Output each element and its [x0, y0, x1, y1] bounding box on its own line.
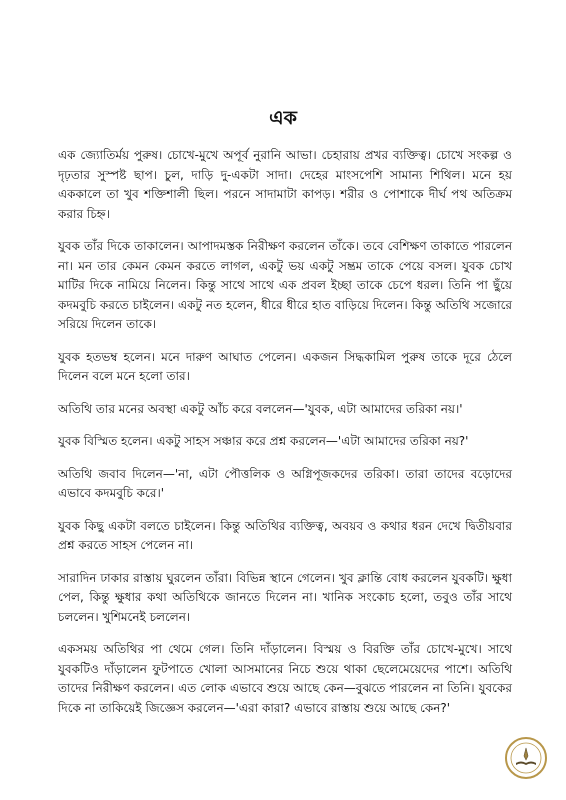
chapter-body	[58, 146, 512, 731]
publisher-logo-icon	[504, 736, 548, 780]
paragraph-5: যুবক বিস্মিত হলেন। একটু সাহস সঞ্চার করে প্রশ্ন করলেন—'এটা আমাদের তরিকা নয়?'	[58, 434, 469, 448]
paragraph-1: এক জ্যোতির্ময় পুরুষ। চোখে-মুখে অপূর্ব নুরানি আভা। চেহারায় প্রখর ব্যক্তিত্ব। চোখে সংকল্প ও দৃঢ়তার সুস্পষ্ট ছাপ। চুল, দাড়ি দু-একটা সাদা। দেহের মাংসপেশি সামান্য শিথিল। মনে হয় এককালে তা খুব শক্তিশালী ছিল। পরনে সাদামাটা কাপড়। শরীর ও পোশাকে দীর্ঘ পথ অতিক্রম করার চিহ্ন।	[58, 148, 512, 221]
paragraph-4: অতিথি তার মনের অবস্থা একটু আঁচ করে বললেন—'যুবক, এটা আমাদের তরিকা নয়।'	[58, 401, 463, 416]
paragraph-2: যুবক তাঁর দিকে তাকালেন। আপাদমস্তক নিরীক্ষণ করলেন তাঁকে। তবে বেশিক্ষণ তাকাতে পারলেন না। মন তার কেমন কেমন করতে লাগল, একটু ভয় একটু সম্ভ্রম তাকে পেয়ে বসল। যুবক চোখ মাটির দিকে নামিয়ে নিলেন। কিন্তু সাথে সাথে এক প্রবল ইচ্ছা তাকে চেপে ধরল। তিনি পা ছুঁয়ে কদমবুচি করতে চাইলেন। একটু নত হলেন, ধীরে ধীরে হাত বাড়িয়ে দিলেন। কিন্তু অতিথি সজোরে সরিয়ে দিলেন তাকে।	[58, 239, 512, 331]
paragraph-6: অতিথি জবাব দিলেন—'না, এটা পৌত্তলিক ও অগ্নিপূজকদের তরিকা। তারা তাদের বড়োদের এভাবে কদমবুচি করে।'	[58, 466, 512, 500]
paragraph-8: সারাদিন ঢাকার রাস্তায় ঘুরলেন তাঁরা। বিভিন্ন স্থানে গেলেন। খুব ক্লান্তি বোধ করলেন যুবকটি। ক্ষুধা পেল, কিন্তু ক্ষুধার কথা অতিথিকে জানতে দিলেন না। খানিক সংকোচ হলো, তবুও তাঁর সাথে চললেন। খুশিমনেই চললেন।	[58, 570, 512, 624]
paragraph-7: যুবক কিছু একটা বলতে চাইলেন। কিন্তু অতিথির ব্যক্তিত্ব, অবয়ব ও কথার ধরন দেখে দ্বিতীয়বার প্রশ্ন করতে সাহস পেলেন না।	[58, 518, 512, 552]
chapter-title: এক	[269, 107, 297, 129]
book-pen-emblem-icon	[504, 736, 548, 780]
paragraph-9: একসময় অতিথির পা থেমে গেল। তিনি দাঁড়ালেন। বিস্ময় ও বিরক্তি তাঁর চোখে-মুখে। সাথে যুবকটিও দাঁড়ালেন ফুটপাতে খোলা আসমানের নিচে শুয়ে থাকা ছেলেমেয়েদের পাশে। অতিথি তাদের নিরীক্ষণ করলেন। এত লোক এভাবে শুয়ে আছে কেন—বুঝতে পারলেন না তিনি। যুবকের দিকে না তাকিয়েই জিজ্ঞেস করলেন—'এরা কারা? এভাবে রাস্তায় শুয়ে আছে কেন?'	[58, 642, 512, 715]
paragraph-3: যুবক হতভম্ব হলেন। মনে দারুণ আঘাত পেলেন। একজন সিদ্ধকামিল পুরুষ তাকে দূরে ঠেলে দিলেন বলে মনে হলো তার।	[58, 349, 512, 383]
